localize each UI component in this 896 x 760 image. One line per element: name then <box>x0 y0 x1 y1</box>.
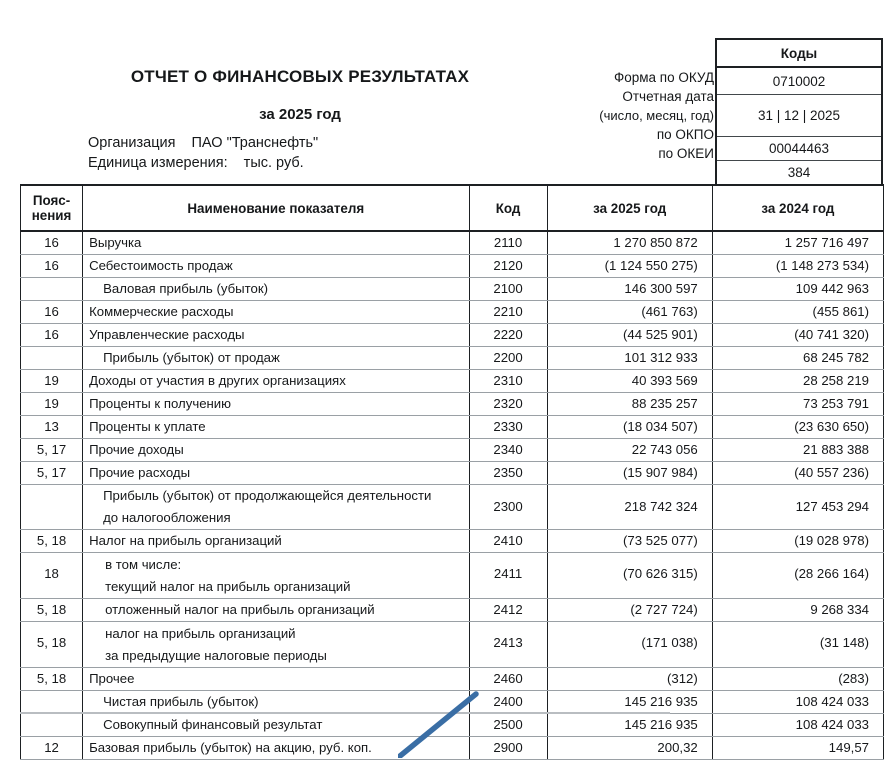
cell-value-2025: (171 038) <box>547 621 712 667</box>
cell-note <box>21 346 83 369</box>
cell-code: 2460 <box>469 667 547 690</box>
cell-code: 2410 <box>469 529 547 552</box>
cell-note <box>21 484 83 529</box>
notes-header-line2: нения <box>31 208 72 223</box>
unit-value: тыс. руб. <box>243 155 304 171</box>
column-header-notes <box>21 185 83 231</box>
cell-indicator-name: Проценты к получению <box>83 392 469 415</box>
cell-value-2025: (15 907 984) <box>547 461 712 484</box>
cell-code: 2412 <box>469 598 547 621</box>
cell-code: 2100 <box>469 277 547 300</box>
report-date-value: 31 | 12 | 2025 <box>717 95 881 137</box>
cell-indicator-name: Прочие доходы <box>83 438 469 461</box>
cell-value-2025: 1 270 850 872 <box>547 231 712 254</box>
cell-value-2024: 73 253 791 <box>712 392 883 415</box>
cell-value-2024: 28 258 219 <box>712 369 883 392</box>
report-period: за 2025 год <box>259 105 341 123</box>
cell-indicator-name: Прибыль (убыток) от продаж <box>83 346 469 369</box>
column-header-name: Наименование показателя <box>83 185 469 231</box>
cell-code: 2330 <box>469 415 547 438</box>
table-row <box>21 300 884 323</box>
cell-value-2025: (2 727 724) <box>547 598 712 621</box>
table-row <box>21 346 884 369</box>
cell-value-2024: (31 148) <box>712 621 883 667</box>
cell-value-2025: 88 235 257 <box>547 392 712 415</box>
cell-code: 2320 <box>469 392 547 415</box>
cell-indicator-name: Налог на прибыль организаций <box>83 529 469 552</box>
cell-value-2025: 218 742 324 <box>547 484 712 529</box>
cell-note: 19 <box>21 392 83 415</box>
cell-value-2024: (19 028 978) <box>712 529 883 552</box>
cell-indicator-name: Чистая прибыль (убыток) <box>83 690 469 713</box>
cell-note: 5, 18 <box>21 621 83 667</box>
cell-note <box>21 690 83 713</box>
cell-note: 19 <box>21 369 83 392</box>
table-row <box>21 598 884 621</box>
cell-code: 2300 <box>469 484 547 529</box>
indicator-name-line1: Прибыль (убыток) от продолжающейся деятельности <box>103 487 432 503</box>
cell-code: 2120 <box>469 254 547 277</box>
cell-value-2024: (1 148 273 534) <box>712 254 883 277</box>
cell-indicator-name <box>83 621 469 667</box>
cell-code: 2413 <box>469 621 547 667</box>
indicator-name-line2: текущий налог на прибыль организаций <box>105 578 351 594</box>
cell-value-2025: 101 312 933 <box>547 346 712 369</box>
cell-value-2025: (73 525 077) <box>547 529 712 552</box>
okei-label: по ОКЕИ <box>658 146 714 161</box>
column-header-year-2024: за 2024 год <box>712 185 883 231</box>
cell-indicator-name: Базовая прибыль (убыток) на акцию, руб. коп. <box>83 736 469 759</box>
cell-value-2024: 68 245 782 <box>712 346 883 369</box>
cell-value-2024: (40 741 320) <box>712 323 883 346</box>
table-row <box>21 392 884 415</box>
cell-code: 2500 <box>469 713 547 736</box>
table-header-row <box>21 185 884 231</box>
cell-value-2025: 145 216 935 <box>547 690 712 713</box>
table-row <box>21 667 884 690</box>
cell-code: 2200 <box>469 346 547 369</box>
cell-value-2025: 146 300 597 <box>547 277 712 300</box>
cell-value-2025: 200,32 <box>547 736 712 759</box>
cell-value-2025: (1 124 550 275) <box>547 254 712 277</box>
table-row <box>21 484 884 529</box>
cell-code: 2110 <box>469 231 547 254</box>
cell-value-2024: 1 257 716 497 <box>712 231 883 254</box>
cell-indicator-name: Выручка <box>83 231 469 254</box>
cell-value-2025: (70 626 315) <box>547 552 712 598</box>
cell-code: 2220 <box>469 323 547 346</box>
organization-info <box>88 133 318 173</box>
table-row <box>21 438 884 461</box>
okei-value: 384 <box>787 165 811 180</box>
cell-indicator-name: отложенный налог на прибыль организаций <box>83 598 469 621</box>
cell-note: 16 <box>21 300 83 323</box>
okpo-label: по ОКПО <box>656 127 714 142</box>
okud-value: 0710002 <box>717 68 881 95</box>
cell-indicator-name <box>83 484 469 529</box>
cell-code: 2210 <box>469 300 547 323</box>
organization-value: ПАО "Транснефть" <box>191 135 319 151</box>
table-row <box>21 277 884 300</box>
cell-indicator-name: Коммерческие расходы <box>83 300 469 323</box>
cell-value-2025: (461 763) <box>547 300 712 323</box>
cell-note: 5, 17 <box>21 461 83 484</box>
cell-code: 2900 <box>469 736 547 759</box>
cell-value-2025: 145 216 935 <box>547 713 712 736</box>
okud-label: Форма по ОКУД <box>613 70 714 85</box>
cell-indicator-name: Прочие расходы <box>83 461 469 484</box>
cell-value-2024: 109 442 963 <box>712 277 883 300</box>
codes-box <box>715 38 883 186</box>
cell-value-2024: 21 883 388 <box>712 438 883 461</box>
table-row <box>21 415 884 438</box>
unit-row <box>88 153 318 173</box>
cell-note: 5, 18 <box>21 598 83 621</box>
cell-value-2024: (283) <box>712 667 883 690</box>
cell-note <box>21 713 83 736</box>
cell-note: 16 <box>21 254 83 277</box>
cell-note: 16 <box>21 323 83 346</box>
cell-indicator-name: Управленческие расходы <box>83 323 469 346</box>
table-row <box>21 369 884 392</box>
cell-code: 2310 <box>469 369 547 392</box>
cell-code: 2400 <box>469 690 547 713</box>
table-row <box>21 323 884 346</box>
cell-value-2025: 40 393 569 <box>547 369 712 392</box>
cell-value-2024: (40 557 236) <box>712 461 883 484</box>
indicator-name-line1: налог на прибыль организаций <box>105 625 296 641</box>
cell-value-2024: 127 453 294 <box>712 484 883 529</box>
column-header-year-2025: за 2025 год <box>547 185 712 231</box>
unit-label: Единица измерения: <box>88 155 228 171</box>
cell-indicator-name <box>83 552 469 598</box>
table-row <box>21 231 884 254</box>
table-row <box>21 736 884 759</box>
table-row <box>21 713 884 736</box>
cell-code: 2340 <box>469 438 547 461</box>
table-row <box>21 461 884 484</box>
cell-value-2024: 9 268 334 <box>712 598 883 621</box>
table-row <box>21 529 884 552</box>
table-row <box>21 621 884 667</box>
cell-indicator-name: Валовая прибыль (убыток) <box>83 277 469 300</box>
document-header <box>0 0 896 180</box>
cell-value-2024: (28 266 164) <box>712 552 883 598</box>
cell-value-2025: (312) <box>547 667 712 690</box>
cell-code: 2350 <box>469 461 547 484</box>
cell-indicator-name: Проценты к уплате <box>83 415 469 438</box>
financial-results-table <box>20 184 884 760</box>
table-row <box>21 690 884 713</box>
cell-value-2024: (23 630 650) <box>712 415 883 438</box>
cell-value-2025: 22 743 056 <box>547 438 712 461</box>
column-header-code: Код <box>469 185 547 231</box>
codes-label-column <box>454 68 714 163</box>
organization-label: Организация <box>88 135 176 151</box>
cell-indicator-name: Совокупный финансовый результат <box>83 713 469 736</box>
report-date-label: Отчетная дата <box>622 89 714 104</box>
cell-indicator-name: Себестоимость продаж <box>83 254 469 277</box>
cell-value-2024: (455 861) <box>712 300 883 323</box>
cell-note: 18 <box>21 552 83 598</box>
cell-code: 2411 <box>469 552 547 598</box>
report-date-sublabel: (число, месяц, год) <box>599 108 714 123</box>
page-title: ОТЧЕТ О ФИНАНСОВЫХ РЕЗУЛЬТАТАХ <box>130 67 470 86</box>
cell-indicator-name: Доходы от участия в других организациях <box>83 369 469 392</box>
cell-value-2025: (18 034 507) <box>547 415 712 438</box>
cell-note: 13 <box>21 415 83 438</box>
cell-value-2024: 108 424 033 <box>712 690 883 713</box>
table-row <box>21 254 884 277</box>
cell-value-2025: (44 525 901) <box>547 323 712 346</box>
notes-header-line1: Пояс- <box>32 193 71 208</box>
cell-note: 5, 18 <box>21 529 83 552</box>
cell-indicator-name: Прочее <box>83 667 469 690</box>
indicator-name-line2: за предыдущие налоговые периоды <box>105 647 327 663</box>
cell-note <box>21 277 83 300</box>
organization-row <box>88 133 318 153</box>
cell-note: 5, 17 <box>21 438 83 461</box>
table-body <box>21 231 884 759</box>
cell-note: 5, 18 <box>21 667 83 690</box>
codes-box-header: Коды <box>717 40 881 68</box>
cell-note: 16 <box>21 231 83 254</box>
scan-edge-artifact <box>20 712 670 714</box>
okpo-value: 00044463 <box>717 137 881 161</box>
cell-value-2024: 108 424 033 <box>712 713 883 736</box>
indicator-name-line2: до налогообложения <box>103 509 231 525</box>
table-row <box>21 552 884 598</box>
indicator-name-line1: в том числе: <box>105 556 182 572</box>
cell-note: 12 <box>21 736 83 759</box>
cell-value-2024: 149,57 <box>712 736 883 759</box>
